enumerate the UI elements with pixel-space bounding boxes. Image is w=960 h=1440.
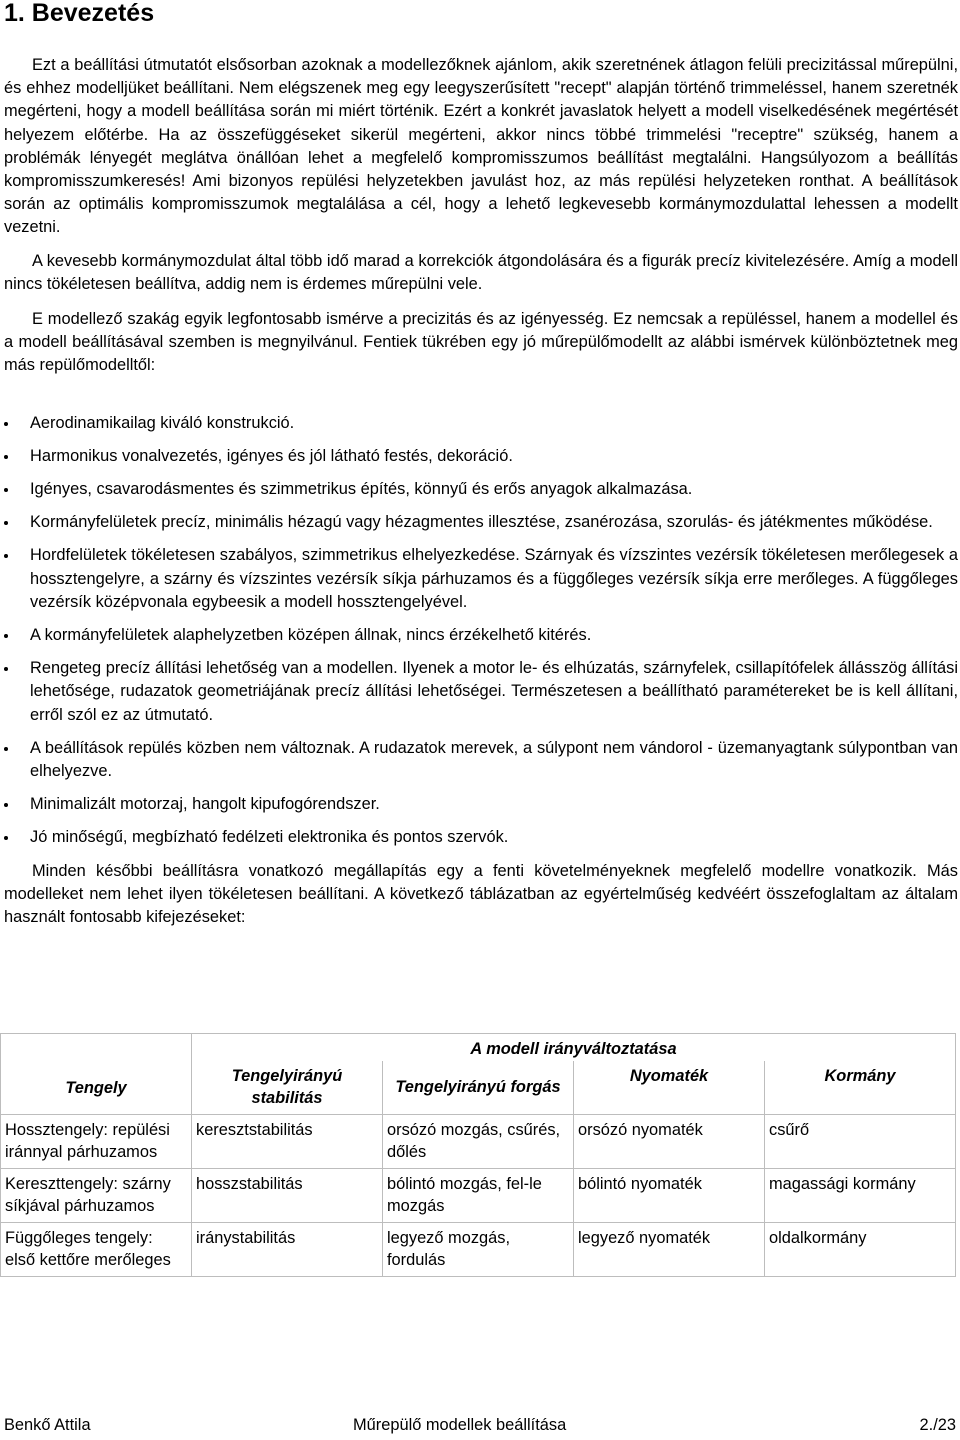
table-cell: orsózó mozgás, csűrés, dőlés: [383, 1114, 574, 1168]
table-header-row: [1, 1034, 956, 1061]
axes-table: [0, 1033, 956, 1277]
table-cell: hosszstabilitás: [192, 1168, 383, 1222]
table-cell: Kereszttengely: szárny síkjával párhuzamos: [1, 1168, 192, 1222]
table-cell: csűrő: [765, 1114, 956, 1168]
table-cell: keresztstabilitás: [192, 1114, 383, 1168]
intro-paragraph: Ezt a beállítási útmutatót elsősorban azoknak a modellezőknek ajánlom, akik szeretnének átlagon felüli precizitással műrepülni, és ehhez modelljüket beállítani. Nem elégszenek meg egy leegyszerűsített "recept" alapján történő trimmeléssel, hanem szeretnék megérteni, hogy a modell beállítása során mi miért történik. Ezért a konkrét javaslatok helyett a modell viselkedésének megértését helyezem előtérbe. Ha az összefüggéseket sikerül megérteni, akkor nincs többé trimmelési "receptre" szükség, hanem a problémák lényegét meglátva önállóan lehet a megfelelő kompromisszumos beállítást megtalálni. Hangsúlyozom a beállítás kompromisszumkeresés! Ami bizonyos repülési helyzetekben javulást hoz, az más repülési helyzeteken ronthat. A beállítások során az optimális kompromisszumok megtalálása a cél, hogy a lehető legkevesebb kormánymozdulattal lehessen a modellt vezetni.: [4, 56, 958, 237]
bullet-icon: [4, 422, 8, 426]
table-cell: Hossztengely: repülési iránnyal párhuzamos: [1, 1114, 192, 1168]
table-cell: magassági kormány: [765, 1168, 956, 1222]
column-header: Tengelyirányú stabilitás: [192, 1061, 383, 1115]
table-cell: oldalkormány: [765, 1222, 956, 1276]
page-footer: [4, 1414, 956, 1438]
bullet-icon: [4, 521, 8, 525]
column-header: Tengelyirányú forgás: [383, 1061, 574, 1115]
section-heading: 1. Bevezetés: [4, 0, 155, 27]
footer-title: Műrepülő modellek beállítása: [353, 1416, 567, 1434]
list-item: Jó minőségű, megbízható fedélzeti elektronika és pontos szervók.: [4, 826, 958, 849]
table-row: [1, 1114, 956, 1168]
closing-paragraph: Minden későbbi beállításra vonatkozó megállapítás egy a fenti követelményeknek megfelelő modellre vonatkozik. Más modelleket nem lehet ilyen tökéletesen beállítani. A következő táblázatban az egyértelműség kedvéért összefoglaltam az általam használt fontosabb kifejezéseket:: [4, 861, 958, 927]
list-item: Harmonikus vonalvezetés, igényes és jól látható festés, dekoráció.: [4, 445, 958, 468]
table-row: [1, 1222, 956, 1276]
bullet-icon: [4, 803, 8, 807]
table-group-header: A modell irányváltoztatása: [192, 1034, 956, 1061]
list-item: A kormányfelületek alaphelyzetben középen állnak, nincs érzékelhető kitérés.: [4, 624, 958, 647]
bullet-icon: [4, 634, 8, 638]
list-item: Minimalizált motorzaj, hangolt kipufogórendszer.: [4, 793, 958, 816]
paragraph-fewer-inputs: A kevesebb kormánymozdulat által több idő marad a korrekciók átgondolására és a figurák precíz kivitelezésére. Amíg a modell nincs tökéletesen beállítva, addig nem is érdemes műrepülni vele.: [4, 251, 958, 293]
list-item: Kormányfelületek precíz, minimális hézagú vagy hézagmentes illesztése, zsanérozása, szorulás- és játékmentes működése.: [4, 511, 958, 534]
bullet-icon: [4, 488, 8, 492]
bullet-icon: [4, 455, 8, 459]
document-page: [4, 0, 958, 929]
table-row: [1, 1168, 956, 1222]
table-cell: iránystabilitás: [192, 1222, 383, 1276]
table-cell: Függőleges tengely: első kettőre merőleges: [1, 1222, 192, 1276]
list-item: Rengeteg precíz állítási lehetőség van a modellen. Ilyenek a motor le- és elhúzatás, szárnyfelek, csillapítófelek állásszög állítási lehetősége, rudazatok geometriájának precíz állítási lehetőségei. Természetesen a beállítható paramétereket be is kell állítani, erről szól ez az útmutató.: [4, 657, 958, 727]
list-item: Igényes, csavarodásmentes és szimmetrikus építés, könnyű és erős anyagok alkalmazása.: [4, 478, 958, 501]
bullet-icon: [4, 747, 8, 751]
column-header: Tengely: [1, 1034, 192, 1115]
list-item: A beállítások repülés közben nem változnak. A rudazatok merevek, a súlypont nem vándorol - üzemanyagtank súlypontban van elhelyezve.: [4, 737, 958, 783]
column-header: Nyomaték: [574, 1061, 765, 1115]
footer-author: Benkő Attila: [4, 1416, 91, 1434]
table-cell: bólintó mozgás, fel-le mozgás: [383, 1168, 574, 1222]
requirements-list: [4, 412, 958, 850]
bullet-icon: [4, 554, 8, 558]
list-item: Hordfelületek tökéletesen szabályos, szimmetrikus elhelyezkedése. Szárnyak és vízszintes vezérsík tökéletesen merőlegesek a hossztengelyre, a szárny és vízszintes vezérsík síkja párhuzamos és a függőleges vezérsík síkja erre merőleges. A függőleges vezérsík középvonala egybeesik a modell hossztengelyével.: [4, 544, 958, 614]
page-number: 2./23: [919, 1416, 956, 1434]
table-cell: bólintó nyomaték: [574, 1168, 765, 1222]
bullet-icon: [4, 667, 8, 671]
table-cell: legyező mozgás, fordulás: [383, 1222, 574, 1276]
column-header: Kormány: [765, 1061, 956, 1115]
table-cell: legyező nyomaték: [574, 1222, 765, 1276]
paragraph-precision: E modellező szakág egyik legfontosabb ismérve a precizitás és az igényesség. Ez nemcsak a repüléssel, hanem a modellel és a modell beállításával szemben is megnyilvánul. Fentiek tükrében egy jó műrepülőmodellt az alábbi ismérvek különböztetnek meg más repülőmodelltől:: [4, 310, 958, 375]
bullet-icon: [4, 836, 8, 840]
list-item: Aerodinamikailag kiváló konstrukció.: [4, 412, 958, 435]
table-cell: orsózó nyomaték: [574, 1114, 765, 1168]
